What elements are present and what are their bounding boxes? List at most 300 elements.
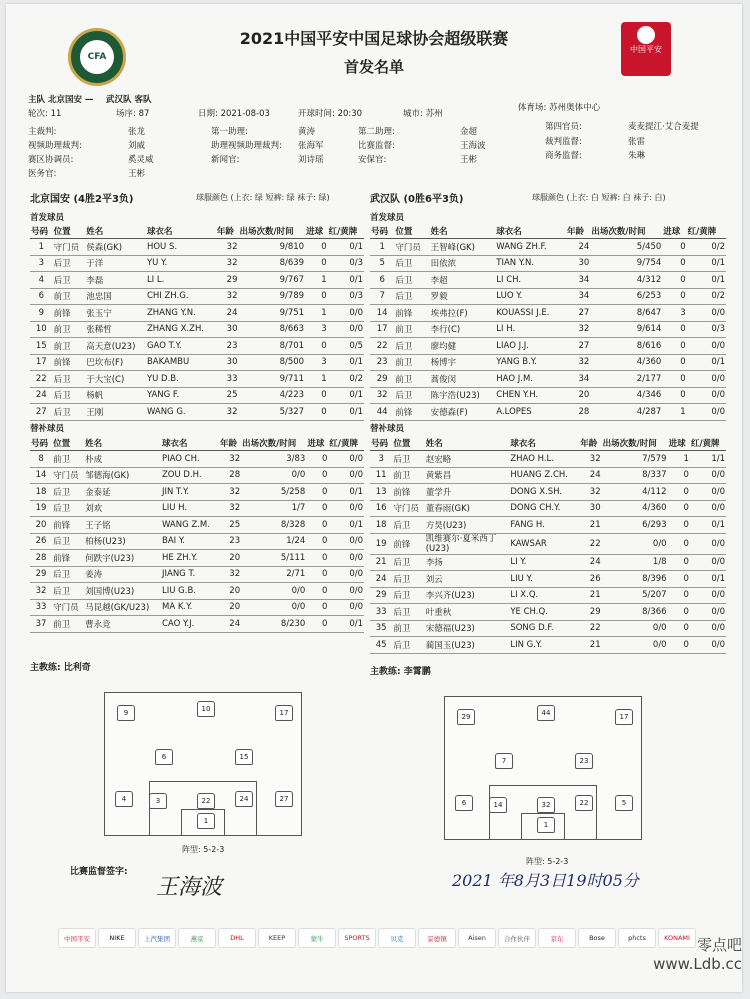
table-cell: 9/751	[238, 305, 305, 322]
table-cell: 0/1	[328, 387, 364, 404]
table-cell: LIN G.Y.	[509, 637, 579, 654]
watermark: 零点吧 www.Ldb.cc	[653, 936, 742, 973]
table-cell: 9/767	[238, 272, 305, 289]
table-cell: 后卫	[52, 484, 84, 501]
table-cell: KAWSAR	[509, 533, 579, 554]
table-cell: 前卫	[53, 338, 86, 355]
table-cell: 1	[305, 305, 328, 322]
table-cell: 4/112	[602, 484, 668, 501]
table-cell: 0	[668, 484, 690, 501]
table-cell: 刘云	[425, 571, 510, 588]
table-cell: 0	[306, 467, 328, 484]
table-cell: 26	[579, 571, 601, 588]
table-cell: 0/3	[687, 321, 726, 338]
table-cell: 前卫	[392, 620, 424, 637]
column-header: 位置	[53, 224, 86, 239]
column-header: 进球	[305, 224, 328, 239]
table-cell: 0	[662, 354, 686, 371]
table-cell: SONG D.F.	[509, 620, 579, 637]
home-starters-table	[30, 224, 364, 421]
table-cell: 8/500	[238, 354, 305, 371]
table-cell: 0/0	[328, 566, 364, 583]
table-cell: 21	[370, 554, 392, 571]
table-cell: 1	[305, 371, 328, 388]
table-cell: CAO Y.J.	[161, 616, 219, 633]
table-row	[30, 404, 364, 421]
table-cell: 0/0	[687, 338, 726, 355]
table-cell: 20	[219, 583, 241, 600]
table-row	[30, 517, 364, 534]
table-cell: 26	[30, 533, 52, 550]
table-cell: 0	[668, 533, 690, 554]
table-cell: 20	[30, 517, 52, 534]
table-cell: 0/0	[328, 500, 364, 517]
table-row	[370, 620, 726, 637]
sponsor-logo: KEEP	[258, 928, 296, 948]
table-row	[370, 255, 726, 272]
page-title: 2021中国平安中国足球协会超级联赛	[239, 29, 509, 48]
table-row	[370, 338, 726, 355]
table-row	[30, 321, 364, 338]
table-cell: 6/293	[602, 517, 668, 534]
table-cell: BAI Y.	[161, 533, 219, 550]
table-cell: 34	[566, 371, 590, 388]
table-row	[30, 305, 364, 322]
column-header: 球衣名	[509, 436, 579, 451]
table-cell: 前卫	[394, 354, 429, 371]
table-cell: DONG CH.Y.	[509, 500, 579, 517]
table-row	[30, 451, 364, 468]
table-cell: 5/111	[241, 550, 306, 567]
table-cell: LI CH.	[495, 272, 566, 289]
table-cell: 32	[216, 404, 239, 421]
table-cell: 陈宇浩(U23)	[430, 387, 496, 404]
table-cell: 马昆越(GK/U23)	[84, 599, 161, 616]
table-row	[30, 467, 364, 484]
table-cell: 罗毅	[430, 288, 496, 305]
table-header-row	[30, 436, 364, 451]
sponsor-logo: 合作伙伴	[498, 928, 536, 948]
table-cell: 0	[662, 239, 686, 256]
table-cell: LI H.	[495, 321, 566, 338]
table-cell: HE ZH.Y.	[161, 550, 219, 567]
table-cell: 前锋	[394, 305, 429, 322]
table-cell: 后卫	[52, 533, 84, 550]
table-cell: 18	[370, 517, 392, 534]
table-cell: 柏杨(U23)	[84, 533, 161, 550]
table-cell: 宋德福(U23)	[425, 620, 510, 637]
table-cell: 23	[219, 533, 241, 550]
table-cell: ZHANG Y.N.	[146, 305, 216, 322]
table-cell: 7/579	[602, 451, 668, 468]
table-cell: 0	[668, 587, 690, 604]
home-subs-table	[30, 436, 364, 633]
table-cell: 8/639	[238, 255, 305, 272]
signature-label: 比赛监督签字:	[70, 867, 128, 877]
table-cell: 0	[306, 599, 328, 616]
table-cell: 0/2	[687, 239, 726, 256]
table-cell: 王子铭	[84, 517, 161, 534]
table-cell: 侯森(GK)	[85, 239, 146, 256]
table-cell: 0	[306, 500, 328, 517]
table-cell: ZHAO H.L.	[509, 451, 579, 468]
table-cell: 0	[662, 371, 686, 388]
sponsor-logo: Aisen	[458, 928, 496, 948]
table-cell: 5/207	[602, 587, 668, 604]
table-cell: 0	[306, 484, 328, 501]
table-header-row	[370, 224, 726, 239]
table-cell: 前卫	[53, 288, 86, 305]
column-header: 号码	[30, 224, 53, 239]
table-cell: 9/711	[238, 371, 305, 388]
table-row	[30, 255, 364, 272]
sponsor-logo: 上汽集团	[138, 928, 176, 948]
table-cell: 0	[668, 554, 690, 571]
table-cell: 0	[662, 288, 686, 305]
player-shirt-icon: 6	[155, 749, 173, 765]
table-cell: 33	[216, 371, 239, 388]
table-cell: 刘国博(U23)	[84, 583, 161, 600]
table-cell: 0/0	[690, 587, 726, 604]
table-cell: YANG B.Y.	[495, 354, 566, 371]
table-cell: 24	[216, 305, 239, 322]
table-cell: 0/0	[690, 620, 726, 637]
away-team-name: 武汉队 (0胜6平3负)	[370, 194, 464, 205]
player-shirt-icon: 15	[235, 749, 253, 765]
column-header: 进球	[662, 224, 686, 239]
table-cell: 19	[370, 533, 392, 554]
table-cell: 何跌宇(U23)	[84, 550, 161, 567]
table-cell: 高天意(U23)	[85, 338, 146, 355]
table-cell: 0/0	[690, 467, 726, 484]
table-cell: 后卫	[53, 387, 86, 404]
table-cell: 0	[662, 338, 686, 355]
table-row	[370, 305, 726, 322]
table-cell: 0/0	[328, 451, 364, 468]
table-cell: 4	[30, 272, 53, 289]
table-cell: 30	[566, 255, 590, 272]
player-shirt-icon: 32	[537, 797, 555, 813]
table-cell: HAO J.M.	[495, 371, 566, 388]
table-cell: 前锋	[392, 533, 424, 554]
table-row	[30, 599, 364, 616]
table-cell: 8/701	[238, 338, 305, 355]
table-cell: 后卫	[52, 583, 84, 600]
table-cell: 22	[579, 533, 601, 554]
column-header: 出场次数/时间	[602, 436, 668, 451]
table-cell: 0/0	[241, 467, 306, 484]
table-cell: 0/0	[328, 583, 364, 600]
table-cell: 17	[370, 321, 394, 338]
table-cell: 后卫	[392, 517, 424, 534]
column-header: 姓名	[85, 224, 146, 239]
table-cell: 蒿俊闵	[430, 371, 496, 388]
column-header: 姓名	[430, 224, 496, 239]
table-cell: 守门员	[392, 500, 424, 517]
player-shirt-icon: 29	[457, 709, 475, 725]
player-shirt-icon: 10	[197, 701, 215, 717]
table-cell: 后卫	[394, 338, 429, 355]
table-row	[370, 354, 726, 371]
sponsor-logo: SPORTS	[338, 928, 376, 948]
table-cell: 后卫	[394, 387, 429, 404]
table-cell: 凯维赛尔·夏米西丁(U23)	[425, 533, 510, 554]
table-cell: 4/312	[590, 272, 662, 289]
column-header: 红/黄牌	[328, 224, 364, 239]
column-header: 位置	[394, 224, 429, 239]
table-cell: YU Y.	[146, 255, 216, 272]
table-cell: A.LOPES	[495, 404, 566, 421]
table-cell: 0/5	[328, 338, 364, 355]
table-cell: 0/0	[687, 404, 726, 421]
table-cell: 8	[30, 451, 52, 468]
table-cell: 0/0	[328, 321, 364, 338]
home-kit: 球服颜色 (上衣: 绿 短裤: 绿 袜子: 绿)	[196, 193, 330, 202]
table-cell: LIU H.	[161, 500, 219, 517]
table-cell: 张玉宁	[85, 305, 146, 322]
table-cell: 2/71	[241, 566, 306, 583]
table-cell: WANG G.	[146, 404, 216, 421]
table-cell: 34	[566, 288, 590, 305]
table-cell: 0	[662, 321, 686, 338]
table-cell: 22	[370, 338, 394, 355]
table-cell: 28	[566, 404, 590, 421]
table-cell: 0	[668, 467, 690, 484]
table-cell: 29	[370, 587, 392, 604]
table-row	[30, 371, 364, 388]
table-cell: 0	[305, 239, 328, 256]
table-cell: 前卫	[394, 371, 429, 388]
table-row	[30, 484, 364, 501]
csl-logo: 中国平安	[621, 22, 671, 76]
table-header-row	[30, 224, 364, 239]
table-cell: 0	[662, 255, 686, 272]
column-header: 红/黄牌	[690, 436, 726, 451]
table-cell: 李兴齐(U23)	[425, 587, 510, 604]
table-cell: 0/0	[690, 484, 726, 501]
table-cell: 24	[566, 239, 590, 256]
table-cell: BAKAMBU	[146, 354, 216, 371]
table-row	[30, 239, 364, 256]
table-cell: LI Y.	[509, 554, 579, 571]
table-cell: 0	[668, 500, 690, 517]
table-cell: 0	[306, 451, 328, 468]
table-cell: 后卫	[53, 255, 86, 272]
table-cell: 0/0	[602, 637, 668, 654]
table-cell: 8/616	[590, 338, 662, 355]
table-cell: 24	[370, 571, 392, 588]
player-shirt-icon: 3	[149, 793, 167, 809]
player-shirt-icon: 24	[235, 791, 253, 807]
table-cell: 0/1	[328, 354, 364, 371]
page-subtitle: 首发名单	[343, 58, 404, 76]
table-cell: 金泰延	[84, 484, 161, 501]
sponsor-logo: 中国平安	[58, 928, 96, 948]
table-cell: 0	[306, 517, 328, 534]
table-cell: 32	[219, 500, 241, 517]
table-cell: 廖均健	[430, 338, 496, 355]
table-cell: 前卫	[52, 616, 84, 633]
table-cell: 8/396	[602, 571, 668, 588]
table-cell: 1	[305, 272, 328, 289]
column-header: 号码	[30, 436, 52, 451]
home-coach: 主教练: 比利奇	[30, 663, 91, 673]
column-header: 姓名	[425, 436, 510, 451]
table-cell: 28	[30, 550, 52, 567]
table-cell: 守门员	[53, 239, 86, 256]
table-cell: 0/1	[328, 272, 364, 289]
table-row	[30, 550, 364, 567]
table-cell: 29	[579, 604, 601, 621]
table-row	[370, 387, 726, 404]
sponsor-logo: NIKE	[98, 928, 136, 948]
table-cell: 20	[219, 599, 241, 616]
away-kit: 球服颜色 (上衣: 白 短裤: 白 袜子: 白)	[532, 193, 666, 202]
table-cell: 0/0	[328, 599, 364, 616]
table-cell: 9/754	[590, 255, 662, 272]
table-cell: 10	[30, 321, 53, 338]
table-row	[30, 533, 364, 550]
player-shirt-icon: 1	[537, 817, 555, 833]
cfa-logo: CFA	[68, 28, 126, 86]
table-cell: 8/328	[241, 517, 306, 534]
table-cell: 37	[30, 616, 52, 633]
table-row	[370, 637, 726, 654]
sponsor-logo: 景德镇	[418, 928, 456, 948]
table-cell: 于洋	[85, 255, 146, 272]
table-cell: 24	[579, 467, 601, 484]
table-cell: 0/0	[328, 467, 364, 484]
table-cell: 前卫	[53, 321, 86, 338]
table-cell: 32	[216, 288, 239, 305]
table-cell: YE CH.Q.	[509, 604, 579, 621]
table-row	[30, 354, 364, 371]
table-cell: 前锋	[394, 404, 429, 421]
table-cell: 巴坎布(F)	[85, 354, 146, 371]
table-cell: 14	[30, 467, 52, 484]
table-cell: 0	[306, 583, 328, 600]
table-cell: LIU Y.	[509, 571, 579, 588]
table-cell: 4/360	[590, 354, 662, 371]
column-header: 位置	[52, 436, 84, 451]
table-cell: 32	[579, 451, 601, 468]
table-cell: 李超	[430, 272, 496, 289]
column-header: 进球	[668, 436, 690, 451]
table-cell: 6	[370, 272, 394, 289]
table-cell: 30	[216, 321, 239, 338]
table-cell: 22	[579, 620, 601, 637]
table-cell: 9/789	[238, 288, 305, 305]
table-row	[370, 604, 726, 621]
table-cell: DONG X.SH.	[509, 484, 579, 501]
table-cell: 后卫	[392, 571, 424, 588]
table-cell: HUANG Z.CH.	[509, 467, 579, 484]
table-cell: 32	[566, 354, 590, 371]
table-cell: 11	[370, 467, 392, 484]
player-shirt-icon: 5	[615, 795, 633, 811]
home-team-name: 北京国安 (4胜2平3负)	[30, 194, 134, 205]
away-formation-pitch	[444, 696, 642, 840]
table-cell: 后卫	[394, 272, 429, 289]
column-header: 年龄	[579, 436, 601, 451]
table-cell: 35	[370, 620, 392, 637]
table-cell: 0/2	[687, 288, 726, 305]
table-cell: 44	[370, 404, 394, 421]
table-cell: 4/223	[238, 387, 305, 404]
column-header: 号码	[370, 224, 394, 239]
column-header: 姓名	[84, 436, 161, 451]
table-cell: 0/0	[690, 533, 726, 554]
table-cell: 4/360	[602, 500, 668, 517]
table-cell: 后卫	[52, 500, 84, 517]
match-info: 主队 北京国安 — 武汉队 客队 轮次: 11 场序: 87 日期: 2021-08-03 开球时间: 20:30 城市: 苏州 体育场: 苏州奥体中心 主裁判: 张龙 第一助理: 黄涛 第二助理: 金超 第四官员: 麦麦提江·艾合麦提 视频助理裁判: 刘威 助理视频助理裁判: 张海军 比赛监督: 王海波 裁判监督: 张雷 赛区协调员: 奚灵威 新闻官: 刘诗瑶 安保官: 王彬 商务监督: 朱琳 医务官: 王彬	[28, 95, 699, 179]
table-cell: 23	[216, 338, 239, 355]
table-cell: 后卫	[394, 255, 429, 272]
player-shirt-icon: 7	[495, 753, 513, 769]
table-row	[30, 500, 364, 517]
sponsor-logo: 京东	[538, 928, 576, 948]
table-row	[370, 571, 726, 588]
table-cell: 32	[30, 583, 52, 600]
table-cell: 0/1	[328, 404, 364, 421]
table-cell: 30	[579, 500, 601, 517]
table-cell: 曹永竞	[84, 616, 161, 633]
table-cell: 9/810	[238, 239, 305, 256]
table-cell: 13	[370, 484, 392, 501]
table-cell: 17	[30, 354, 53, 371]
table-cell: 45	[370, 637, 392, 654]
away-formation: 阵型: 5-2-3	[526, 857, 569, 866]
table-cell: 22	[30, 371, 53, 388]
table-cell: MA K.Y.	[161, 599, 219, 616]
table-cell: 董学升	[425, 484, 510, 501]
table-cell: 18	[30, 484, 52, 501]
table-cell: 黄紫昌	[425, 467, 510, 484]
table-row	[370, 467, 726, 484]
table-cell: ZHANG X.ZH.	[146, 321, 216, 338]
table-row	[30, 616, 364, 633]
table-cell: GAO T.Y.	[146, 338, 216, 355]
table-cell: TIAN Y.N.	[495, 255, 566, 272]
table-cell: 1	[30, 239, 53, 256]
table-cell: PIAO CH.	[161, 451, 219, 468]
table-cell: KOUASSI J.E.	[495, 305, 566, 322]
table-cell: 32	[219, 451, 241, 468]
table-cell: 24	[579, 554, 601, 571]
table-row	[370, 517, 726, 534]
table-row	[370, 587, 726, 604]
table-row	[370, 272, 726, 289]
column-header: 位置	[392, 436, 424, 451]
table-cell: 1/7	[241, 500, 306, 517]
table-cell: 后卫	[53, 272, 86, 289]
table-cell: YANG F.	[146, 387, 216, 404]
table-cell: LIU G.B.	[161, 583, 219, 600]
table-cell: 30	[216, 354, 239, 371]
player-shirt-icon: 44	[537, 705, 555, 721]
table-cell: 李扬	[425, 554, 510, 571]
table-cell: 27	[566, 305, 590, 322]
table-cell: 前锋	[53, 354, 86, 371]
table-cell: 0	[306, 550, 328, 567]
table-cell: 25	[216, 387, 239, 404]
table-cell: 守门员	[394, 239, 429, 256]
table-cell: 李行(C)	[430, 321, 496, 338]
table-cell: 0/0	[687, 305, 726, 322]
table-cell: 后卫	[392, 587, 424, 604]
table-cell: 21	[579, 587, 601, 604]
table-cell: 前锋	[52, 517, 84, 534]
